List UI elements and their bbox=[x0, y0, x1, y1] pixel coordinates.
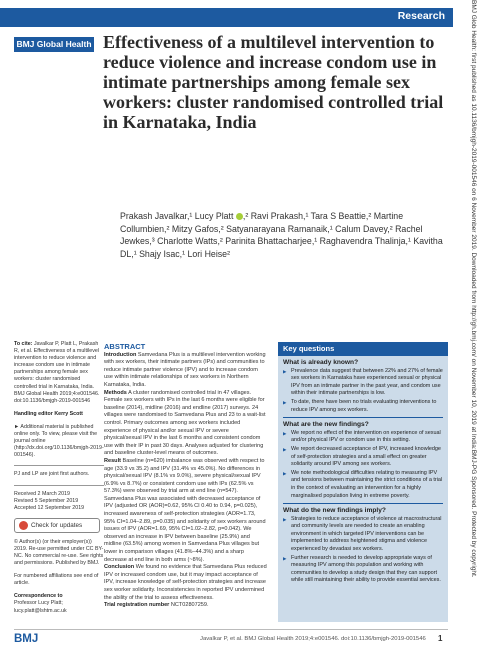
journal-badge: BMJ Global Health bbox=[14, 37, 94, 52]
list-item: ▶ We report decreased acceptance of IPV, increased knowledge of self-protection strategies and a small effect on greater solidarity around IPV among sex workers. bbox=[291, 446, 443, 469]
joint-authors-note: PJ and LP are joint first authors. bbox=[14, 471, 90, 478]
author-list-part-1: Prakash Javalkar,¹ Lucy Platt bbox=[120, 211, 234, 221]
kq-section-known bbox=[278, 359, 448, 414]
correspondence-heading: Correspondence to bbox=[14, 593, 63, 600]
orcid-icon[interactable] bbox=[236, 213, 243, 220]
check-updates-icon bbox=[19, 521, 28, 530]
correspondence-name: Professor Lucy Platt; bbox=[14, 600, 63, 607]
kq-section-title: What is already known? bbox=[283, 359, 359, 366]
abstract-conclusion: Conclusion We found no evidence that Samvedana Plus reduced IPV or increased condom use, but it may impact acceptance of IPV, increase knowledge of self-protection strategies and increase sex worker solidarity. Inconsistencies in reported IPV undermined the ability of the trial to assess effectiveness. bbox=[104, 564, 267, 601]
accepted-date: Accepted 12 September 2019 bbox=[14, 504, 85, 511]
kq-section-title: What are the new findings? bbox=[283, 421, 369, 429]
section-banner bbox=[0, 8, 453, 27]
citation-block bbox=[14, 341, 104, 405]
copyright-note: © Author(s) (or their employer(s)) 2019. Re-use permitted under CC BY-NC. No commercial re-use. See rights and permissions. Published by BMJ. bbox=[14, 538, 104, 567]
revised-date: Revised 5 September 2019 bbox=[14, 497, 79, 504]
list-item: ▶ We report no effect of the intervention on experience of sexual and/or physical IPV or condom use in this setting. bbox=[291, 430, 443, 445]
article-info-sidebar bbox=[14, 341, 104, 615]
additional-material[interactable]: ► Additional material is published online only. To view, please visit the journal online (http://dx.doi.org/10.1136/bmjgh-2019-001546). bbox=[14, 423, 104, 459]
footer-citation: Javalkar P, et al. BMJ Global Health 2019;4:e001546. doi:10.1136/bmjgh-2019-001546 bbox=[200, 636, 426, 642]
kq-section-title: What do the new findings imply? bbox=[283, 507, 386, 515]
correspondence-email[interactable]: lucy.platt@lshtm.ac.uk bbox=[14, 607, 67, 614]
article-title: Effectiveness of a multilevel intervention to reduce violence and increase condom use in intimate partnerships among female sex workers: cluster randomised controlled trial in Karnataka, India bbox=[103, 32, 444, 132]
abstract-heading: ABSTRACT bbox=[104, 342, 146, 351]
divider bbox=[283, 417, 443, 418]
abstract-result: Result Baseline (n=620) imbalance was observed with respect to age (33.9 vs 35.2) and IPV (31.4% vs 45.0%). No differences in physical/sexual IPV (8.1% vs 9.0%), severe physical/sexual IPV (6.9% vs 8.7%) or consistent condom use with IPs (62.5% vs 57.3%) were observed by trial arm at end line (n=547). Samvedana Plus was associated with decreased acceptance of IPV (adjusted OR (AOR)=0.62, 95% CI 0.40 to 0.94, p=0.025), increased awareness of self-protection strategies (AOR=1.73, 95% CI=1.04–2.89, p=0.035) and solidarity of sex workers around issues of IPV (AOR=1.69, 95% CI=1.02–2.82, p=0.042). We observed an increase in IPV between baseline (25.9%) and midline (63.5%) among women in Samvedana Plus villages but lower in comparison villages (41.8%–44.3%) and a sharp decrease at end line in both arms (~8%). bbox=[104, 457, 266, 563]
received-date: Received 2 March 2019 bbox=[14, 490, 70, 497]
divider bbox=[14, 485, 104, 486]
author-list-part-2: ,² Ravi Prakash,¹ Tara S Beattie,² Martine Collumbien,² Mitzy Gafos,² Satyanarayana Ramanaik,¹ Calum Davey,² Rachel Jewkes,³ Charlotte Watts,² Parinita Bhattacharjee,¹ Raghavendra Thalinja,¹ Kavitha DL,¹ Shajy Isac,¹ Lori Heise² bbox=[120, 211, 443, 259]
list-item: ▶ Prevalence data suggest that between 22% and 27% of female sex workers in Karnataka have experienced sexual or physical IPV from an intimate partner in the past year, and condom use within their intimate partnerships is low. bbox=[291, 368, 443, 398]
footer-divider bbox=[14, 629, 448, 630]
list-item: ▶ To date, there have been no trials evaluating interventions to reduce IPV among sex workers. bbox=[291, 399, 443, 414]
cite-label: To cite: bbox=[14, 341, 33, 347]
abstract bbox=[104, 343, 268, 610]
list-item: ▶ We note methodological difficulties relating to measuring IPV and tensions between maintaining the strict conditions of a trial in the context of evaluating an intervention for a highly marginalised population living in extreme poverty. bbox=[291, 470, 443, 500]
section-label: Research bbox=[397, 10, 445, 22]
bmj-logo: BMJ bbox=[14, 633, 39, 645]
key-questions-box bbox=[278, 342, 448, 622]
cite-text: Javalkar P, Platt L, Prakash R, et al. Effectiveness of a multilevel intervention to reduce violence and increase condom use in intimate partnerships among female sex workers: cluster randomised controlled trial in Karnataka, India. BMJ Global Health 2019;4:e001546. doi:10.1136/bmjgh-2019-001546 bbox=[14, 341, 100, 404]
key-questions-heading: Key questions bbox=[278, 342, 448, 356]
trial-registration: Trial registration number NCT02807259. bbox=[104, 602, 209, 609]
author-list bbox=[120, 210, 450, 260]
check-for-updates-button[interactable] bbox=[14, 518, 100, 533]
list-item: ▶ Further research is needed to develop appropriate ways of measuring IPV among this population and working with communities to develop a study design that they can support while still maintaining their ability to provide essential services. bbox=[291, 555, 443, 585]
page-number: 1 bbox=[438, 634, 443, 643]
download-notice-vertical: BMJ Glob Health: first published as 10.1136/bmjgh-2019-001546 on 6 November 2019. Downloaded from http://gh.bmj.com/ on November 10, 2019 at India:BMJ-PG Sponsored. Protected by copyright. bbox=[470, 0, 477, 578]
divider bbox=[283, 503, 443, 504]
list-item: ▶ Strategies to reduce acceptance of violence at macrostructural and community levels are needed to create an enabling environment in which targeted IPV interventions can be implemented to address heightened stigma and violence experienced by devadasi sex workers. bbox=[291, 516, 443, 554]
affiliations-note: For numbered affiliations see end of article. bbox=[14, 573, 99, 587]
check-updates-label: Check for updates bbox=[31, 521, 83, 529]
abstract-methods: Methods A cluster randomised controlled trial in 47 villages. Female sex workers with IPs in the last 6 months were eligible for baseline (2014), midline (2016) and endline (2017) surveys. 24 villages were randomised to Samvedana Plus and 23 to a wait-list control. Primary outcomes among sex workers included experience of physical and/or sexual IPV or severe physical/sexual IPV in the last 6 months and consistent condom use with their IP in past 30 days. Analyses adjusted for clustering and baseline cluster-level means of outcomes. bbox=[104, 389, 266, 457]
kq-section-findings bbox=[278, 421, 448, 500]
divider bbox=[14, 465, 104, 466]
abstract-introduction: Introduction Samvedana Plus is a multilevel intervention working with sex workers, their intimate partners (IPs) and communities to reduce intimate partner violence (IPV) and to increase condom use within intimate relationships of sex workers in Northern Karnataka, India. bbox=[104, 351, 266, 388]
kq-section-implications bbox=[278, 507, 448, 585]
handling-editor: Handling editor Kerry Scott bbox=[14, 410, 83, 417]
